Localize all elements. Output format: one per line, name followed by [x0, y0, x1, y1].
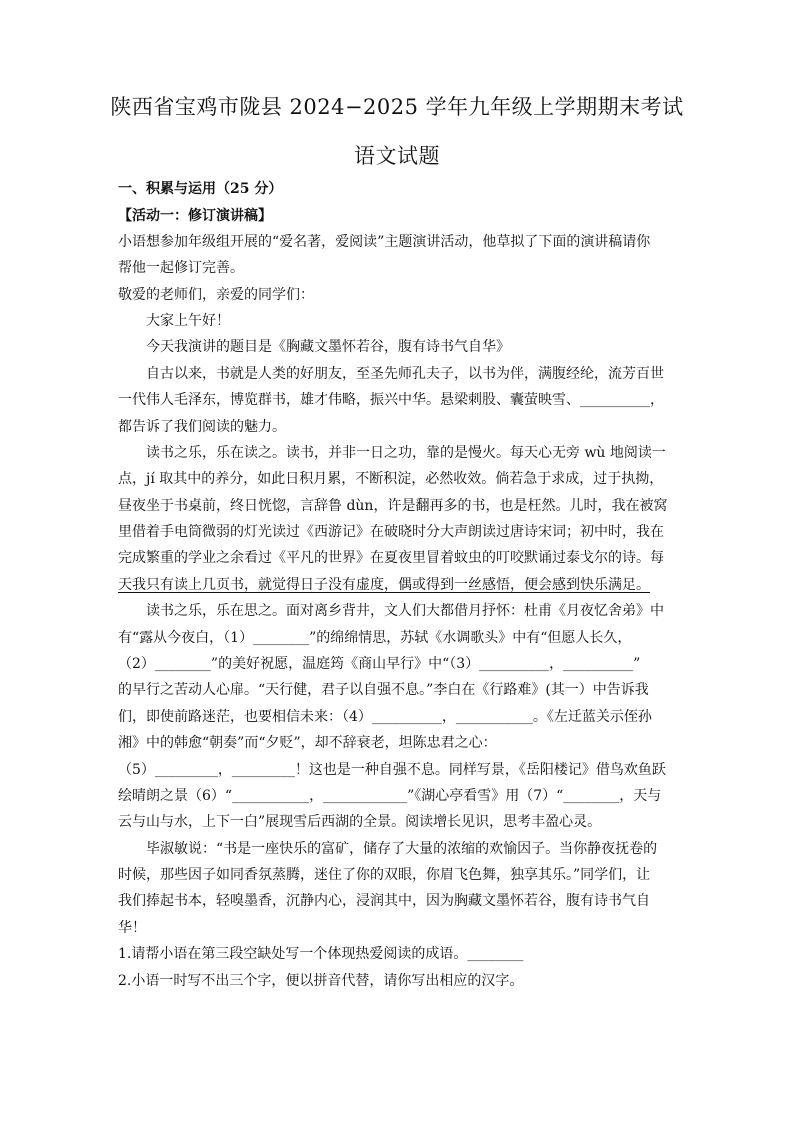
speech-topic: 今天我演讲的题目是《胸藏文墨怀若谷，腹有诗书气自华》 — [146, 339, 510, 355]
document-title: 陕西省宝鸡市陇县 2024−2025 学年九年级上学期期末考试 — [110, 95, 684, 119]
question-2: 2.小语一时写不出三个字，便以拼音代替，请你写出相应的汉字。 — [118, 973, 524, 989]
paragraph-line: 点，jí 取其中的养分，如此日积月累，不断积淀，必然收效。倘若急于求成，过于执拗， — [118, 471, 664, 487]
paragraph-line: 一代伟人毛泽东，博览群书，雄才伟略，振兴中华。悬梁刺股、囊萤映雪、__________， — [118, 392, 664, 408]
paragraph-line: 云与山与水，上下一白”展现雪后西湖的全景。阅读增长见识，思考丰盈心灵。 — [118, 814, 602, 830]
paragraph-line: 昼夜坐于书桌前，终日恍惚，言辞鲁 dùn，许是翻再多的书，也是枉然。儿时，我在被窝 — [118, 498, 668, 514]
question-1: 1.请帮小语在第三段空缺处写一个体现热爱阅读的成语。________ — [118, 946, 524, 962]
intro-line: 帮他一起修订完善。 — [118, 260, 244, 276]
paragraph-line: 的早行之苦动人心扉。“天行健，君子以自强不息。”李白在《行路难》(其一）中告诉我 — [118, 682, 649, 698]
paragraph-line: 们，即使前路迷茫，也要相信未来：（4）__________，___________。《左迁蓝关示侄孙 — [118, 709, 652, 725]
activity-heading: 【活动一：修订演讲稿】 — [118, 208, 272, 224]
paragraph-line: （5）_________，_________！这也是一种自强不息。同样写景，《岳阳楼记》借鸟欢鱼跃 — [118, 762, 666, 778]
paragraph-line: 我们捧起书本，轻嗅墨香，沉静内心，浸润其中，因为胸藏文墨怀若谷，腹有诗书气自 — [118, 893, 650, 909]
paragraph-line: 自古以来，书就是人类的好朋友，至圣先师孔夫子，以书为伴，满腹经纶，流芳百世 — [146, 366, 664, 382]
paragraph-line: （2）________”的美好祝愿，温庭筠《商山早行》中“（3）__________，__________” — [118, 656, 641, 672]
paragraph-line: 都告诉了我们阅读的魅力。 — [118, 419, 286, 435]
paragraph-line: 绘晴朗之景（6）“___________，____________”《湖心亭看雪》用（7）“________，天与 — [118, 788, 662, 804]
document-subtitle: 语文试题 — [354, 144, 440, 168]
paragraph-line: 湘》中的韩愈“朝奏”而“夕贬”，却不辞衰老，坦陈忠君之心： — [118, 735, 497, 751]
paragraph-line: 有“露从今夜白，（1）________”的绵绵情思，苏轼《水调歌头》中有“但愿人长久， — [118, 630, 632, 646]
paragraph-line: 毕淑敏说：“书是一座快乐的富矿，储存了大量的浓缩的欢愉因子。当你静夜抚卷的 — [146, 841, 658, 857]
greeting: 大家上午好！ — [146, 313, 230, 329]
underlined-sentence: 天我只有读上几页书，就觉得日子没有虚度，偶或得到一丝感悟，便会感到快乐满足。 — [118, 577, 650, 593]
paragraph-line: 读书之乐，乐在思之。面对离乡背井，文人们大都借月抒怀：杜甫《月夜忆舍弟》中 — [146, 603, 664, 619]
intro-line: 小语想参加年级组开展的“爱名著，爱阅读”主题演讲活动，他草拟了下面的演讲稿请你 — [118, 234, 651, 250]
paragraph-line: 完成繁重的学业之余看过《平凡的世界》在夏夜里冒着蚊虫的叮咬默诵过泰戈尔的诗。每 — [118, 550, 664, 566]
paragraph-line: 华！ — [118, 920, 146, 936]
paragraph-line: 时候，那些因子如同香氛蒸腾，迷住了你的双眼，你眉飞色舞，独享其乐。”同学们，让 — [118, 867, 651, 883]
section-heading: 一、积累与运用（25 分） — [118, 181, 283, 197]
salutation: 敬爱的老师们，亲爱的同学们： — [118, 287, 314, 303]
paragraph-line: 里借着手电筒微弱的灯光读过《西游记》在破晓时分大声朗读过唐诗宋词；初中时，我在 — [118, 524, 664, 540]
paragraph-line: 读书之乐，乐在读之。读书，并非一日之功，靠的是慢火。每天心无旁 wù 地阅读一 — [146, 445, 666, 461]
